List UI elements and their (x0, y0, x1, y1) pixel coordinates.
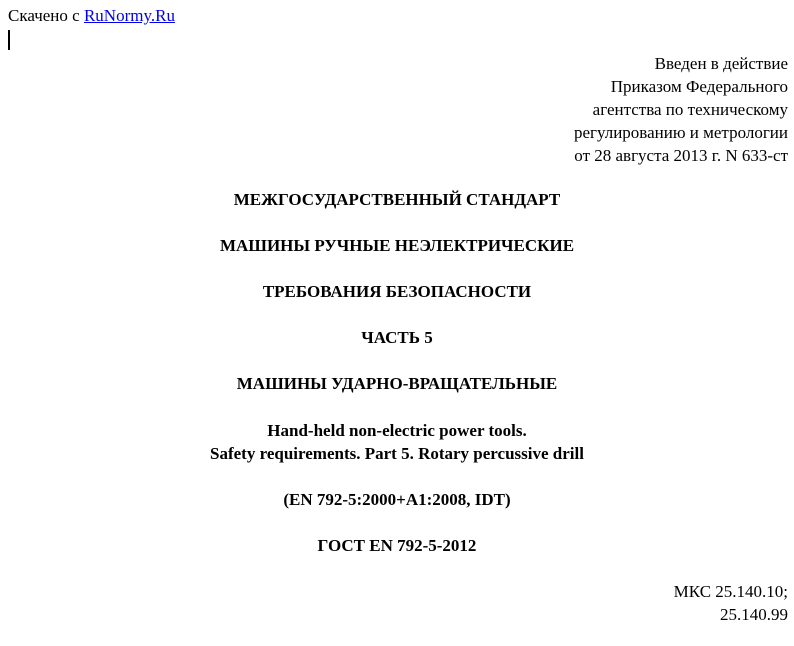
title-ru: МАШИНЫ РУЧНЫЕ НЕЭЛЕКТРИЧЕСКИЕ (219, 236, 575, 255)
approval-block (574, 52, 788, 167)
equivalence-note: (EN 792-5:2000+A1:2008, IDT) (283, 490, 511, 509)
part-heading: ЧАСТЬ 5 (361, 328, 433, 347)
classification-line: 25.140.99 (720, 605, 788, 624)
approval-line: Приказом Федерального (610, 77, 788, 96)
title-en-line-2: Safety requirements. Part 5. Rotary percussive drill (210, 444, 584, 463)
standard-designation: ГОСТ EN 792-5-2012 (317, 536, 477, 555)
source-link[interactable]: RuNormy.Ru (83, 6, 175, 25)
approval-line: от 28 августа 2013 г. N 633-ст (574, 146, 788, 165)
classification-block (674, 580, 788, 626)
part-title-ru: МАШИНЫ УДАРНО-ВРАЩАТЕЛЬНЫЕ (236, 374, 558, 393)
subtitle-ru: ТРЕБОВАНИЯ БЕЗОПАСНОСТИ (262, 282, 532, 301)
approval-line: агентства по техническому (592, 100, 788, 119)
standard-type-heading: МЕЖГОСУДАРСТВЕННЫЙ СТАНДАРТ (233, 190, 561, 209)
text-cursor (8, 30, 10, 50)
source-prefix: Скачено с (8, 6, 84, 25)
title-en (0, 419, 794, 465)
approval-line: регулированию и метрологии (573, 123, 788, 142)
classification-line: МКС 25.140.10; (673, 582, 788, 601)
source-line (8, 6, 175, 26)
approval-line: Введен в действие (654, 54, 788, 73)
title-en-line-1: Hand-held non-electric power tools. (267, 421, 527, 440)
